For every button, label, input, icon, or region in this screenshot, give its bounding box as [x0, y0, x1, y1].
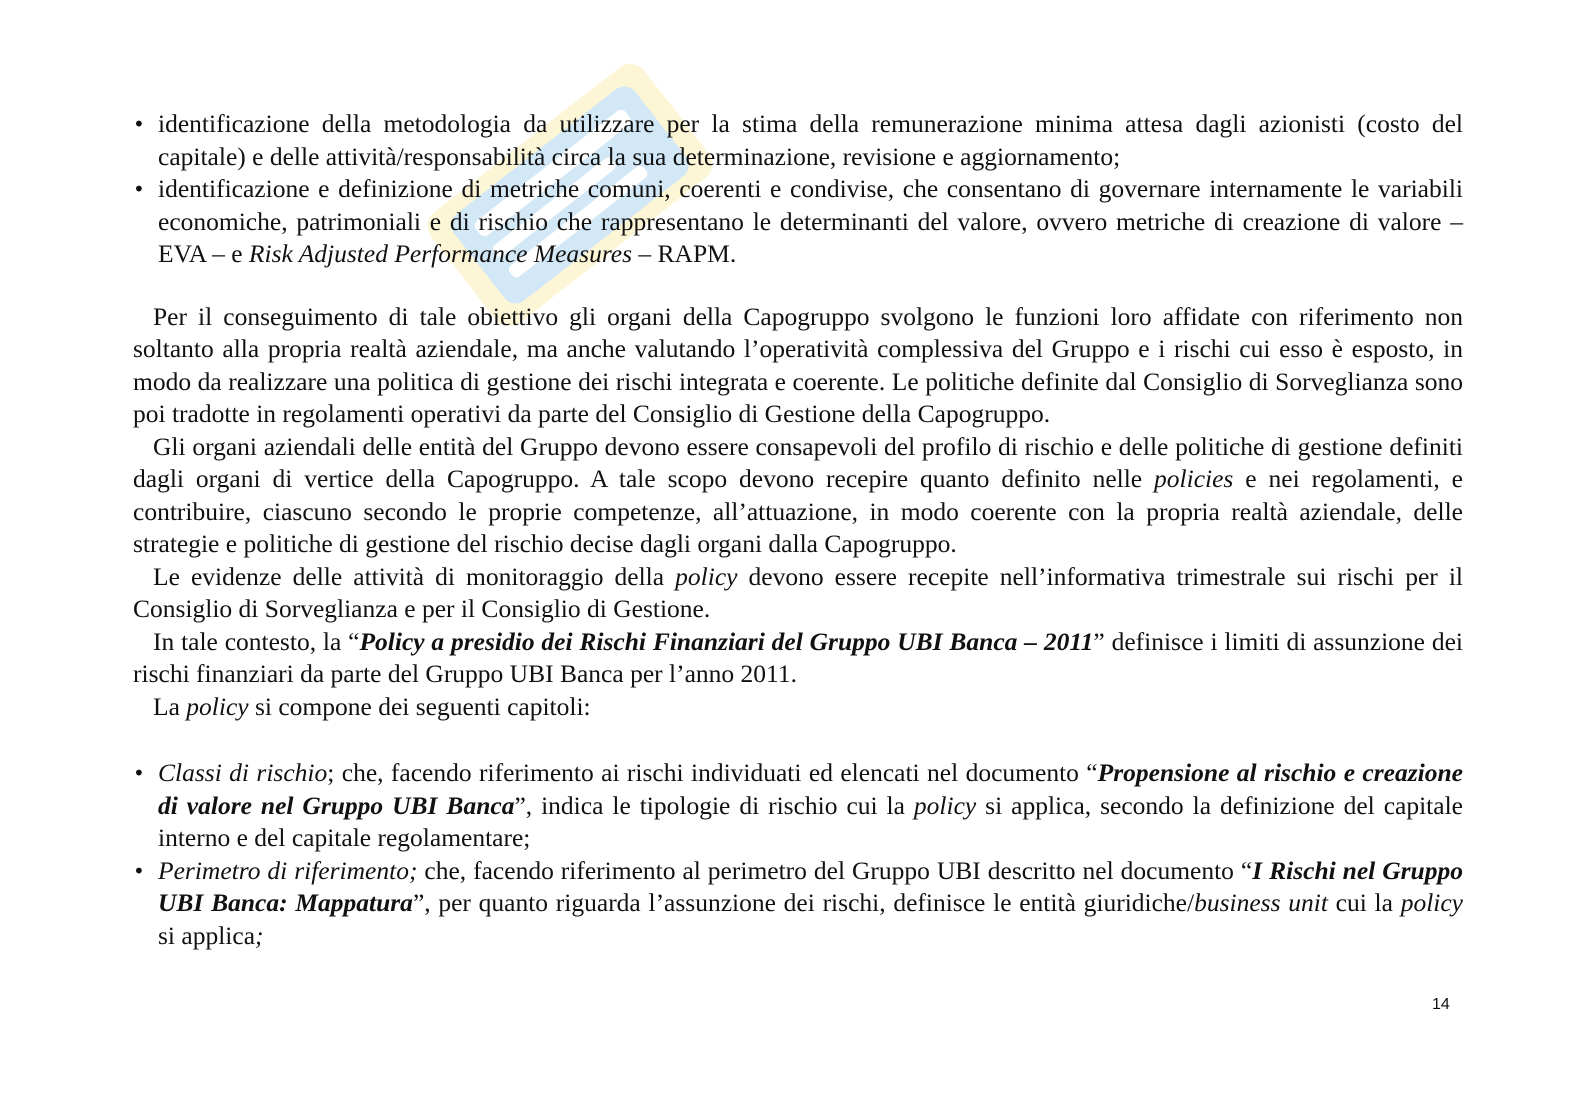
text-run: – RAPM. — [632, 239, 737, 268]
text-run: Per il conseguimento di tale obiettivo gli organi della Capogruppo svolgono le funzioni loro affidate con riferimento non soltanto alla propria realtà aziendale, ma anche valutando l’operatività complessiva del Gruppo e i rischi cui esso è esposto, in modo da realizzare una politica di gestione dei rischi integrata e coerente. Le politiche definite dal Consiglio di Sorveglianza sono poi tradotte in regolamenti operativi da parte del Consiglio di Gestione della Capogruppo. — [133, 301, 1463, 428]
paragraph — [133, 626, 1463, 691]
text-run: cui la — [1327, 888, 1401, 917]
text-run: ”, indica le tipologie di rischio cui la — [514, 790, 914, 820]
text-run: policies — [1154, 464, 1234, 493]
text-run: Propensione al rischio e creazione di valore nel Gruppo UBI Banca — [158, 758, 1463, 820]
text-run: Gli organi aziendali delle entità del Gruppo devono essere consapevoli del profilo di rischio e delle politiche di gestione definiti dagli organi di vertice della Capogruppo. A tale scopo devono recepire quanto definito nelle — [133, 431, 1463, 493]
text-run: Perimetro di riferimento; — [158, 855, 418, 885]
bullet-item — [133, 855, 1463, 953]
text-run: si applica, secondo la definizione del capitale interno e del capitale regolamentare; — [158, 790, 1463, 852]
text-run: Risk Adjusted Performance Measures — [248, 239, 633, 268]
paragraph-block — [133, 301, 1463, 724]
top-bullet-list — [133, 108, 1463, 271]
document-page — [133, 108, 1463, 952]
text-run: In tale contesto, la “ — [153, 626, 360, 656]
text-run: ; che, facendo riferimento ai rischi individuati ed elencati nel documento “ — [327, 758, 1098, 787]
text-run: si applica — [158, 920, 256, 950]
text-run: ; — [255, 920, 264, 950]
text-run: Classi di rischio — [158, 758, 328, 787]
text-run: ”, per quanto riguarda l’assunzione dei rischi, definisce le entità giuridiche/ — [412, 888, 1195, 917]
text-run: policy — [675, 561, 738, 591]
paragraph — [133, 691, 1463, 724]
text-run: I Rischi nel Gruppo UBI Banca: Mappatura — [158, 855, 1463, 917]
bullet-item — [133, 108, 1463, 173]
text-run: identificazione della metodologia da utilizzare per la stima della remunerazione minima attesa dagli azionisti (costo del capitale) e delle attività/responsabilità circa la sua determinazione, revisione e aggiornamento; — [158, 109, 1463, 171]
chapters-bullet-list — [133, 757, 1463, 952]
text-run: La — [153, 691, 187, 721]
text-run: devono essere recepite nell’informativa trimestrale sui rischi per il Consiglio di Sorveglianza e per il Consiglio di Gestione. — [133, 561, 1464, 623]
paragraph — [133, 301, 1463, 431]
text-run: policy — [1400, 888, 1463, 917]
text-run: Policy a presidio dei Rischi Finanziari del Gruppo UBI Banca – 2011 — [359, 626, 1094, 656]
paragraph — [133, 431, 1463, 561]
text-run: business unit — [1194, 888, 1328, 917]
text-run: si compone dei seguenti capitoli: — [248, 691, 591, 721]
text-run: Le evidenze delle attività di monitoraggio della — [153, 561, 676, 591]
text-run: policy — [186, 691, 249, 721]
text-run: e nei regolamenti, e contribuire, ciascuno secondo le proprie competenze, all’attuazione, in modo coerente con la propria realtà aziendale, delle strategie e politiche di gestione del rischio decise dagli organi dalla Capogruppo. — [133, 464, 1463, 558]
paragraph — [133, 561, 1463, 626]
spacer — [133, 723, 1463, 757]
text-run: identificazione e definizione di metriche comuni, coerenti e condivise, che consentano di governare internamente le variabili economiche, patrimoniali e di rischio che rappresentano le determinanti del valore, ovvero metriche di creazione di valore – EVA – e — [158, 174, 1463, 268]
bullet-item — [133, 757, 1463, 855]
text-run: policy — [913, 790, 977, 820]
bullet-item — [133, 173, 1463, 271]
text-run: ” definisce i limiti di assunzione dei rischi finanziari da parte del Gruppo UBI Banca per l’anno 2011. — [133, 626, 1463, 688]
spacer — [133, 271, 1463, 301]
page-number: 14 — [1432, 996, 1450, 1013]
text-run: che, facendo riferimento al perimetro del Gruppo UBI descritto nel documento “ — [417, 855, 1253, 885]
